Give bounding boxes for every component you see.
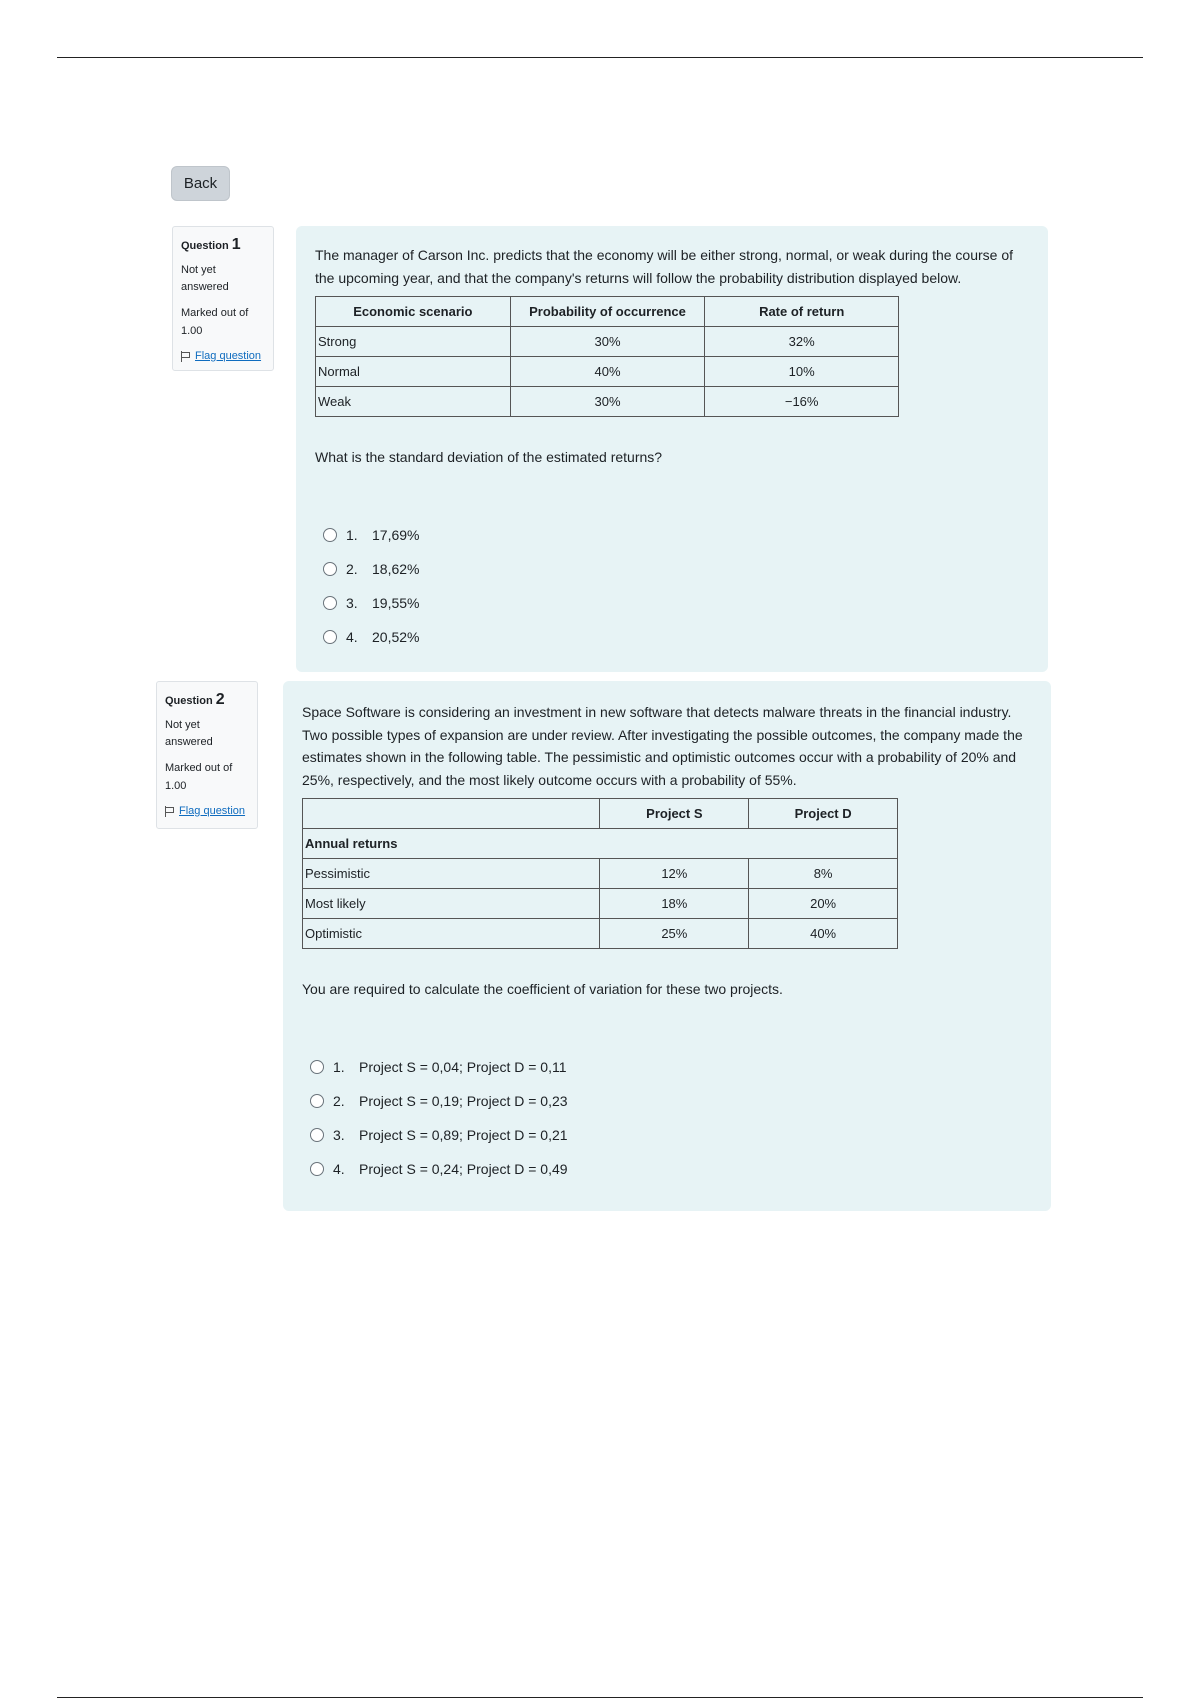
answer-text: 19,55% (372, 595, 420, 611)
answer-number: 3. (333, 1127, 345, 1143)
question-1-info (172, 226, 274, 371)
table-header: Rate of return (705, 297, 899, 327)
answer-number: 1. (346, 527, 358, 543)
table-header-row (316, 297, 899, 327)
question-2-answers (310, 1050, 1031, 1186)
radio-button[interactable] (310, 1060, 324, 1074)
answer-text: Project S = 0,04; Project D = 0,11 (359, 1059, 567, 1075)
answer-option[interactable] (323, 620, 1028, 654)
answer-option[interactable] (310, 1152, 1031, 1186)
question-2-table (302, 798, 898, 949)
answer-number: 1. (333, 1059, 345, 1075)
radio-button[interactable] (323, 562, 337, 576)
question-2-label (165, 691, 249, 709)
answer-text: Project S = 0,89; Project D = 0,21 (359, 1127, 568, 1143)
radio-button[interactable] (323, 528, 337, 542)
question-2-state: Not yet answered (165, 719, 213, 748)
answer-text: 17,69% (372, 527, 420, 543)
back-button[interactable]: Back (171, 166, 230, 201)
table-header-row (303, 799, 898, 829)
answer-option[interactable] (310, 1118, 1031, 1152)
question-number: 1 (231, 236, 241, 253)
table-cell: 8% (749, 859, 898, 889)
answer-number: 4. (333, 1161, 345, 1177)
table-cell: 40% (749, 919, 898, 949)
flag-question-link[interactable]: Flag question (195, 350, 262, 362)
table-row (303, 859, 898, 889)
radio-button[interactable] (323, 596, 337, 610)
answer-option[interactable] (310, 1050, 1031, 1084)
top-rule (57, 57, 1143, 58)
answer-option[interactable] (323, 518, 1028, 552)
radio-button[interactable] (310, 1128, 324, 1142)
table-row (303, 889, 898, 919)
table-cell: Strong (316, 327, 511, 357)
question-1-table (315, 296, 899, 417)
radio-button[interactable] (323, 630, 337, 644)
table-section-row (303, 829, 898, 859)
answer-option[interactable] (323, 586, 1028, 620)
table-cell: 30% (510, 327, 705, 357)
answer-option[interactable] (310, 1084, 1031, 1118)
table-cell: Most likely (303, 889, 600, 919)
question-1-answers (323, 518, 1028, 654)
table-cell: Optimistic (303, 919, 600, 949)
table-cell: 30% (510, 387, 705, 417)
question-1-flag[interactable] (181, 350, 265, 362)
bottom-rule (57, 1697, 1143, 1698)
table-row (316, 357, 899, 387)
table-section-label: Annual returns (303, 829, 898, 859)
answer-number: 2. (333, 1093, 345, 1109)
table-cell: Pessimistic (303, 859, 600, 889)
answer-number: 4. (346, 629, 358, 645)
question-2-info (156, 681, 258, 829)
question-2-prompt: You are required to calculate the coefficient of variation for these two projects. (302, 981, 783, 997)
table-header: Project S (600, 799, 749, 829)
flag-question-link[interactable]: Flag question (179, 805, 246, 817)
table-row (316, 387, 899, 417)
table-cell: 20% (749, 889, 898, 919)
question-label-text: Question (181, 240, 229, 252)
question-number: 2 (215, 691, 225, 708)
table-cell: 12% (600, 859, 749, 889)
answer-option[interactable] (323, 552, 1028, 586)
question-1-state: Not yet answered (181, 264, 229, 293)
question-2-flag[interactable] (165, 805, 249, 817)
table-header (303, 799, 600, 829)
answer-text: 20,52% (372, 629, 420, 645)
question-2-grade: Marked out of 1.00 (165, 762, 233, 792)
radio-button[interactable] (310, 1162, 324, 1176)
answer-text: Project S = 0,19; Project D = 0,23 (359, 1093, 568, 1109)
question-2-text: Space Software is considering an investment in new software that detects malware threats in the financial industry. Two possible types of expansion are under review. After investigating the possible outcomes, the company made the estimates shown in the following table. The pessimistic and optimistic outcomes occur with a probability of 20% and 25%, respectively, and the most likely outcome occurs with a probability of 55%. (302, 704, 1023, 788)
table-cell: 40% (510, 357, 705, 387)
table-header: Project D (749, 799, 898, 829)
answer-text: 18,62% (372, 561, 420, 577)
table-header: Probability of occurrence (510, 297, 705, 327)
table-cell: 10% (705, 357, 899, 387)
question-1-label (181, 236, 265, 254)
answer-text: Project S = 0,24; Project D = 0,49 (359, 1161, 568, 1177)
table-cell: Weak (316, 387, 511, 417)
table-cell: −16% (705, 387, 899, 417)
question-1-content (296, 226, 1048, 672)
table-cell: Normal (316, 357, 511, 387)
question-2-content (283, 681, 1051, 1211)
table-header: Economic scenario (316, 297, 511, 327)
question-label-text: Question (165, 695, 213, 707)
flag-icon (165, 806, 175, 817)
question-1-prompt: What is the standard deviation of the estimated returns? (315, 449, 663, 465)
radio-button[interactable] (310, 1094, 324, 1108)
question-1-grade: Marked out of 1.00 (181, 307, 249, 337)
table-cell: 32% (705, 327, 899, 357)
table-row (303, 919, 898, 949)
table-cell: 18% (600, 889, 749, 919)
answer-number: 2. (346, 561, 358, 577)
flag-icon (181, 351, 191, 362)
table-row (316, 327, 899, 357)
table-cell: 25% (600, 919, 749, 949)
answer-number: 3. (346, 595, 358, 611)
question-1-text: The manager of Carson Inc. predicts that the economy will be either strong, normal, or weak during the course of the upcoming year, and that the company's returns will follow the probability distribution displayed below. (315, 247, 1014, 286)
